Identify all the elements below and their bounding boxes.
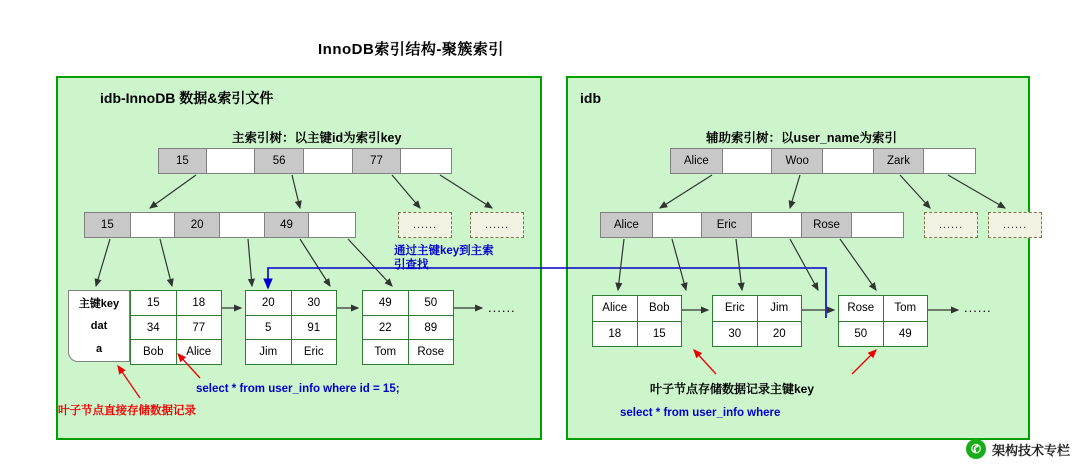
left-leaf2-r2c1: Eric bbox=[303, 346, 324, 359]
left-leaf1-r0c0: 15 bbox=[131, 291, 177, 315]
right-l2-cell-3 bbox=[752, 213, 802, 237]
right-root-cell-3 bbox=[823, 149, 874, 173]
left-leaf1-r2c1: Alice bbox=[186, 346, 212, 359]
watermark bbox=[966, 439, 1070, 459]
left-root-cell-2: 56 bbox=[255, 149, 304, 173]
right-sql-note: select * from user_info where bbox=[620, 407, 781, 419]
right-leaf-tail-dots: ...... bbox=[964, 300, 992, 315]
left-l2-dots-2: ...... bbox=[470, 212, 524, 238]
left-leaf3-r1c1: 89 bbox=[424, 321, 438, 334]
right-leaf3-r0c1: Tom bbox=[894, 302, 917, 315]
left-leaf1-r1c0: 34 bbox=[131, 316, 177, 340]
left-leaf-tail-dots: ...... bbox=[488, 300, 516, 315]
left-leaf2-r1c0: 5 bbox=[246, 316, 292, 340]
left-root-node bbox=[158, 148, 452, 174]
left-leaf2-r2c0: Jim bbox=[246, 340, 292, 364]
left-leaf2-r0c1: 30 bbox=[307, 296, 321, 309]
right-l2-dots-2: ...... bbox=[988, 212, 1042, 238]
left-leaf-legend-dat: dat bbox=[90, 319, 108, 332]
right-root-cell-5 bbox=[924, 149, 975, 173]
right-root-cell-0: Alice bbox=[671, 149, 723, 173]
right-leaf2-r0c0: Eric bbox=[713, 296, 758, 321]
right-l2-cell-0: Alice bbox=[601, 213, 653, 237]
right-leaf1-r0c1: Bob bbox=[649, 302, 670, 315]
left-leaf1-r2c0: Bob bbox=[131, 340, 177, 364]
left-red-note: 叶子节点直接存储数据记录 bbox=[58, 405, 196, 417]
right-l2-dots-1: ...... bbox=[924, 212, 978, 238]
right-l2-cell-5 bbox=[852, 213, 903, 237]
left-leaf1-r0c1: 18 bbox=[192, 296, 206, 309]
right-panel-subtitle: 辅助索引树：以user_name为索引 bbox=[706, 131, 898, 145]
right-leaf3-r1c1: 49 bbox=[898, 327, 912, 340]
left-sql-note: select * from user_info where id = 15; bbox=[196, 383, 400, 395]
right-leaf-node-1 bbox=[592, 295, 682, 347]
right-root-cell-1 bbox=[723, 149, 773, 173]
left-leaf2-r0c0: 20 bbox=[246, 291, 292, 315]
right-l2-cell-1 bbox=[653, 213, 703, 237]
left-root-cell-4: 77 bbox=[353, 149, 402, 173]
right-level2-node bbox=[600, 212, 904, 238]
right-leaf1-r1c0: 18 bbox=[593, 322, 638, 347]
left-leaf-node-1 bbox=[130, 290, 222, 365]
right-leaf1-r0c0: Alice bbox=[593, 296, 638, 321]
right-root-cell-4: Zark bbox=[874, 149, 925, 173]
left-root-cell-5 bbox=[401, 149, 451, 173]
right-l2-cell-4: Rose bbox=[802, 213, 853, 237]
left-l2-cell-0: 15 bbox=[85, 213, 131, 237]
left-level2-node bbox=[84, 212, 356, 238]
left-l2-cell-5 bbox=[309, 213, 355, 237]
left-leaf-legend bbox=[68, 290, 130, 362]
left-panel-title: idb-InnoDB 数据&索引文件 bbox=[100, 90, 274, 106]
right-leaf-node-2 bbox=[712, 295, 802, 347]
left-leaf-node-3 bbox=[362, 290, 454, 365]
left-root-cell-3 bbox=[304, 149, 353, 173]
left-leaf3-r0c1: 50 bbox=[424, 296, 438, 309]
page-title: InnoDB索引结构-聚簇索引 bbox=[318, 41, 504, 58]
left-leaf-legend-a: a bbox=[95, 343, 103, 356]
left-l2-cell-4: 49 bbox=[265, 213, 310, 237]
right-l2-cell-2: Eric bbox=[702, 213, 752, 237]
left-l2-dots-1: ...... bbox=[398, 212, 452, 238]
left-leaf3-r0c0: 49 bbox=[363, 291, 409, 315]
left-l2-cell-1 bbox=[131, 213, 176, 237]
wechat-icon: ✆ bbox=[966, 439, 986, 459]
right-leaf1-r1c1: 15 bbox=[652, 327, 666, 340]
right-leaf2-r1c0: 30 bbox=[713, 322, 758, 347]
right-panel-title: idb bbox=[580, 90, 601, 106]
left-leaf-node-2 bbox=[245, 290, 337, 365]
left-leaf2-r1c1: 91 bbox=[307, 321, 321, 334]
cross-lookup-note: 通过主键key到主索引查找 bbox=[394, 245, 494, 272]
left-leaf3-r1c0: 22 bbox=[363, 316, 409, 340]
left-leaf-legend-key: 主键key bbox=[78, 297, 120, 310]
left-leaf3-r2c0: Tom bbox=[363, 340, 409, 364]
left-root-cell-1 bbox=[207, 149, 256, 173]
right-leaf-node-3 bbox=[838, 295, 928, 347]
left-l2-cell-3 bbox=[220, 213, 265, 237]
left-leaf3-r2c1: Rose bbox=[417, 346, 445, 359]
left-leaf1-r1c1: 77 bbox=[192, 321, 206, 334]
right-leaf3-r1c0: 50 bbox=[839, 322, 884, 347]
right-root-cell-2: Woo bbox=[772, 149, 823, 173]
right-leaf2-r1c1: 20 bbox=[772, 327, 786, 340]
left-panel-subtitle: 主索引树：以主键id为索引key bbox=[232, 131, 402, 145]
left-root-cell-0: 15 bbox=[159, 149, 207, 173]
left-l2-cell-2: 20 bbox=[175, 213, 220, 237]
right-root-node bbox=[670, 148, 976, 174]
right-leaf3-r0c0: Rose bbox=[839, 296, 884, 321]
right-leaf2-r0c1: Jim bbox=[770, 302, 789, 315]
watermark-label: 架构技术专栏 bbox=[991, 442, 1070, 458]
right-black-note: 叶子节点存储数据记录主键key bbox=[650, 382, 815, 396]
